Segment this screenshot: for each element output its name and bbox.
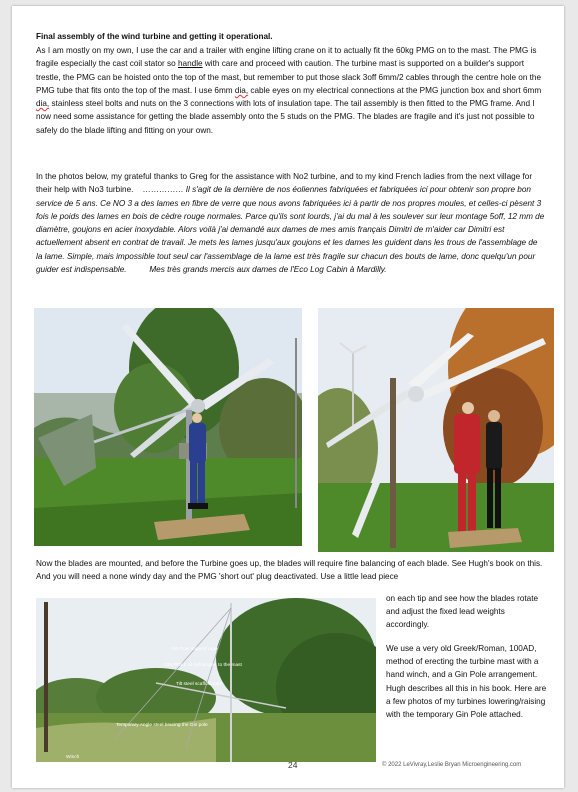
- para1-text-b: with care and proceed with caution. The turbine mast is supported on a builder's support trestle, the PMG can be hoisted onto the top of the mast, but remember to put those slack 3off 6mm/2 cables through the centre hole on the PMG tube that fits onto the top of the mast. I use 6mm: [36, 59, 542, 95]
- document-page: [12, 6, 564, 788]
- para1-dia-1: dia,: [234, 85, 249, 95]
- photo-gin-pole: [36, 598, 376, 762]
- copyright-footer: © 2022 LeVivray,Leslie Bryan Microengineering.com: [382, 762, 522, 768]
- paragraph-thanks: [36, 170, 546, 276]
- paragraph-balancing: Now the blades are mounted, and before the Turbine goes up, the blades will require fine balancing of each blade. See Hugh's book on this. And you will need a none windy day and the PMG 'short out' plug deactivated. Use a little lead piece: [36, 559, 543, 582]
- para2-dots: ……………: [133, 185, 184, 195]
- para1-text-d: stainless steel bolts and nuts on the 3 connections with lots of insulation tape. The tail assembly is then fitted to the PMG frame. And I now need some assistance for getting the blade assembly onto the 5 studs on the PMG. The blades are fragile and it's just not possible to safely do the blade lifting and fitting on your own.: [36, 99, 535, 135]
- label-winch: Winch: [66, 755, 80, 760]
- photo-turbine-no2: [34, 308, 302, 546]
- label-steel-scaffold: Tilt steel scaffold tube: [176, 682, 223, 687]
- para1-text-a: As I am mostly on my own, I use the car and a trailer with engine lifting crane on it to actually fit the 60kg PMG on to the mast. The PMG is fragile especially the cast coil stator so: [36, 46, 537, 69]
- paragraph-assembly: [36, 44, 546, 137]
- para2-french: Il s'agit de la dernière de nos éoliennes fabriquées et fabriquées ici pour obtenir son propre bon service de 5 ans. Ce NO 3 a des lames en fibre de verre que nous avons fabriquées ici à partir de nos propres moules, et celles-ci pèsent 3 fois le poids des lames en bois de cèdre rouge normales. Parce qu'ils sont lourds, j'ai du mal à les soulever sur leur montage 5off, 12 mm de diamètre, goujons en acier inoxydable. Alors voilà j'ai demandé aux dames de mes amis français Dimitri de m'aider car Dimitri est actuellement absent en contrat de travail. Je mets les lames jusqu'aux goujons et les dames les guident dans les trous de l'assemblage de la lame. Simple, mais impossible tout seul car l'assemblage de la lame est très fragile sur chacun des bouts de lame, donc quelqu'un pour guider est indispensable.: [36, 185, 545, 275]
- side-paragraph-gin-pole: We use a very old Greek/Roman, 100AD, method of erecting the turbine mast with a hand winch, and a Gin Pole arrangement. Hugh describes all this in his book. Here are a few photos of my turbines lowering/raising with the temporary Gin Pole attached.: [386, 644, 547, 720]
- photo-turbine-no3: [318, 308, 554, 552]
- para1-handle: handle: [178, 59, 203, 69]
- para2-french-thanks: Mes très grands mercis aux dames de l'Eco Log Cabin à Mardilly.: [126, 265, 387, 275]
- label-angle-bracing: Temporary Angle steel bracing the Gin pole: [116, 723, 208, 728]
- label-gin-pole-rightangles: GIN POLE at rightangles to the mast: [164, 663, 242, 668]
- para1-dia-2: dia,: [36, 99, 50, 109]
- side-paragraph-balance: on each tip and see how the blades rotate and adjust the fixed lead weights accordingly.: [386, 594, 539, 630]
- page-number: 24: [288, 760, 298, 770]
- para1-text-c: cable eyes on my electrical connections at the PMG junction box and short 6mm: [250, 85, 542, 95]
- section-title: Final assembly of the wind turbine and getting it operational.: [36, 32, 273, 41]
- label-gin-pole-rope: Gin Pole support rope: [171, 647, 218, 652]
- para2-text: In the photos below, my grateful thanks to Greg for the assistance with No2 turbine, and to my kind French ladies from the next village for their help with No3 turbine.: [36, 172, 533, 195]
